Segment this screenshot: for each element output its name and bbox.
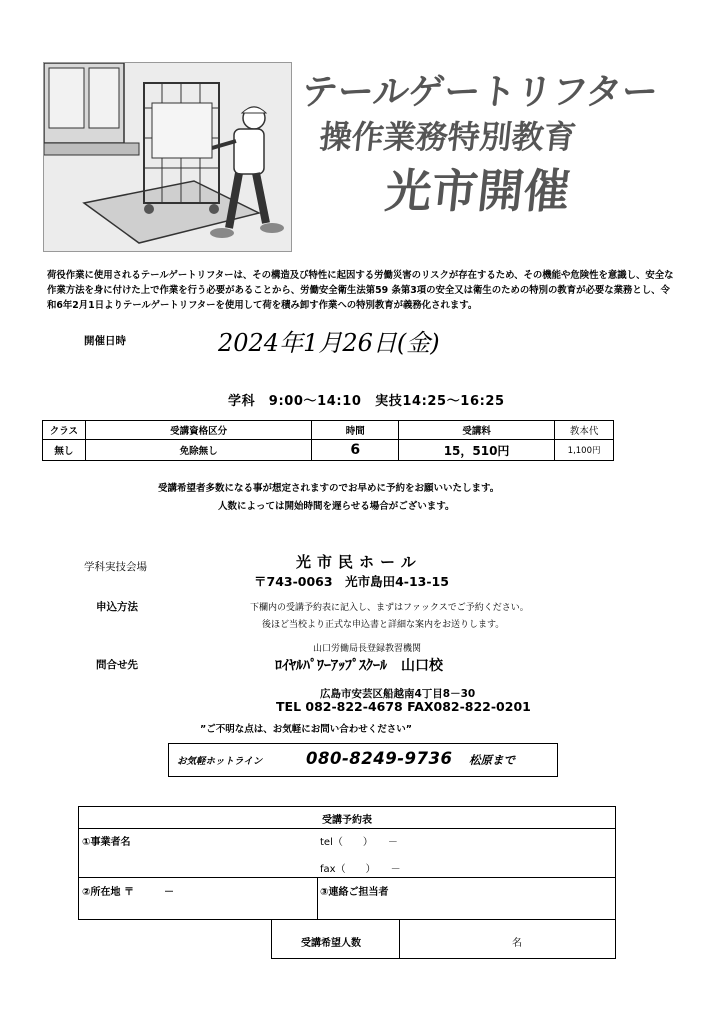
hotline-contact-name: 松原まで xyxy=(469,753,515,767)
class-table xyxy=(42,420,614,461)
event-date: 2024年1月26日(金) xyxy=(218,329,440,357)
contact-org: 山口労働局長登録教習機関 xyxy=(313,644,422,654)
venue-address: 〒743-0063 光市島田4-13-15 xyxy=(254,574,449,589)
form-divider xyxy=(317,877,318,919)
school-address: 広島市安芸区船越南4丁目8－30 xyxy=(320,688,476,700)
reservation-form xyxy=(78,806,616,920)
form-company-label: ①事業者名 xyxy=(82,837,131,848)
attendee-count-field[interactable]: 名 xyxy=(512,938,522,949)
header-hours: 時間 xyxy=(312,421,399,440)
hotline-box xyxy=(168,743,558,777)
form-divider xyxy=(79,828,615,829)
apply-line-1: 下欄内の受講予約表に記入し、まずはファックスでご予約ください。 xyxy=(250,603,529,613)
class-table-header-row xyxy=(43,421,614,440)
attendee-count-label: 受講希望人数 xyxy=(301,938,361,949)
form-person-field[interactable]: ③連絡ご担当者 xyxy=(320,887,389,898)
header-class: クラス xyxy=(43,421,86,440)
event-times: 学科 9:00～14:10 実技14:25～16:25 xyxy=(228,394,505,409)
apply-line-2: 後ほど当校より正式な申込書と詳細な案内をお送りします。 xyxy=(262,620,505,630)
venue-name: 光市民ホール xyxy=(296,553,422,571)
apply-label: 申込方法 xyxy=(96,601,138,613)
tailgate-lifter-illustration xyxy=(43,62,292,252)
cell-textbook: 1,100円 xyxy=(555,440,614,461)
worker-cart-illustration xyxy=(44,63,291,251)
title-line-1: テールゲートリフター xyxy=(299,72,660,113)
title-line-2: 操作業務特別教育 xyxy=(317,118,578,156)
cell-qualification: 免除無し xyxy=(85,440,312,461)
form-fax-field[interactable]: fax（ ） － xyxy=(320,864,401,875)
school-name: ﾛｲﾔﾙﾊﾟﾜｰｱｯﾌﾟｽｸｰﾙ 山口校 xyxy=(275,658,443,674)
cell-fee: 15，510円 xyxy=(398,440,554,461)
hotline-number[interactable]: 080-8249-9736 xyxy=(306,749,453,768)
cell-class: 無し xyxy=(43,440,86,461)
hotline-label: お気軽ホットライン xyxy=(177,756,263,767)
form-divider xyxy=(399,920,400,958)
form-title: 受講予約表 xyxy=(322,815,372,826)
header-fee: 受講料 xyxy=(398,421,554,440)
table-row xyxy=(43,440,614,461)
venue-label: 学科実技会場 xyxy=(84,561,147,573)
form-divider xyxy=(79,877,615,878)
title-line-3: 光市開催 xyxy=(382,164,573,218)
schedule-label: 開催日時 xyxy=(84,335,126,347)
header-qualification: 受講資格区分 xyxy=(85,421,312,440)
header-textbook: 教本代 xyxy=(555,421,614,440)
form-location-field[interactable]: ②所在地 〒 － xyxy=(82,887,174,898)
contact-note: ”ご不明な点は、お気軽にお問い合わせください” xyxy=(200,724,412,735)
form-tel-field[interactable]: tel（ ） － xyxy=(320,837,398,848)
contact-label: 問合せ先 xyxy=(96,659,138,671)
intro-paragraph: 荷役作業に使用されるテールゲートリフターは、その構造及び特性に起因する労働災害のリスクが存在するため、その機能や危険性を意識し、安全な作業方法を身に付けた上で作業を行う必要があることから、労働安全衛生法第59 条第3項の安全又は衛生のための特別の教育が必要な業務とし、令和6年2月1日よりテールゲートリフターを使用して荷を積み卸す作業への特別教育が義務化されます。 xyxy=(47,270,674,311)
cell-hours: 6 xyxy=(312,440,399,461)
note-line-2: 人数によっては開始時間を遅らせる場合がございます。 xyxy=(218,501,455,512)
attendee-count-box xyxy=(271,919,616,959)
school-tel-fax: TEL 082-822-4678 FAX082-822-0201 xyxy=(276,699,531,714)
note-line-1: 受講希望者多数になる事が想定されますのでお早めに予約をお願いいたします。 xyxy=(158,483,500,494)
